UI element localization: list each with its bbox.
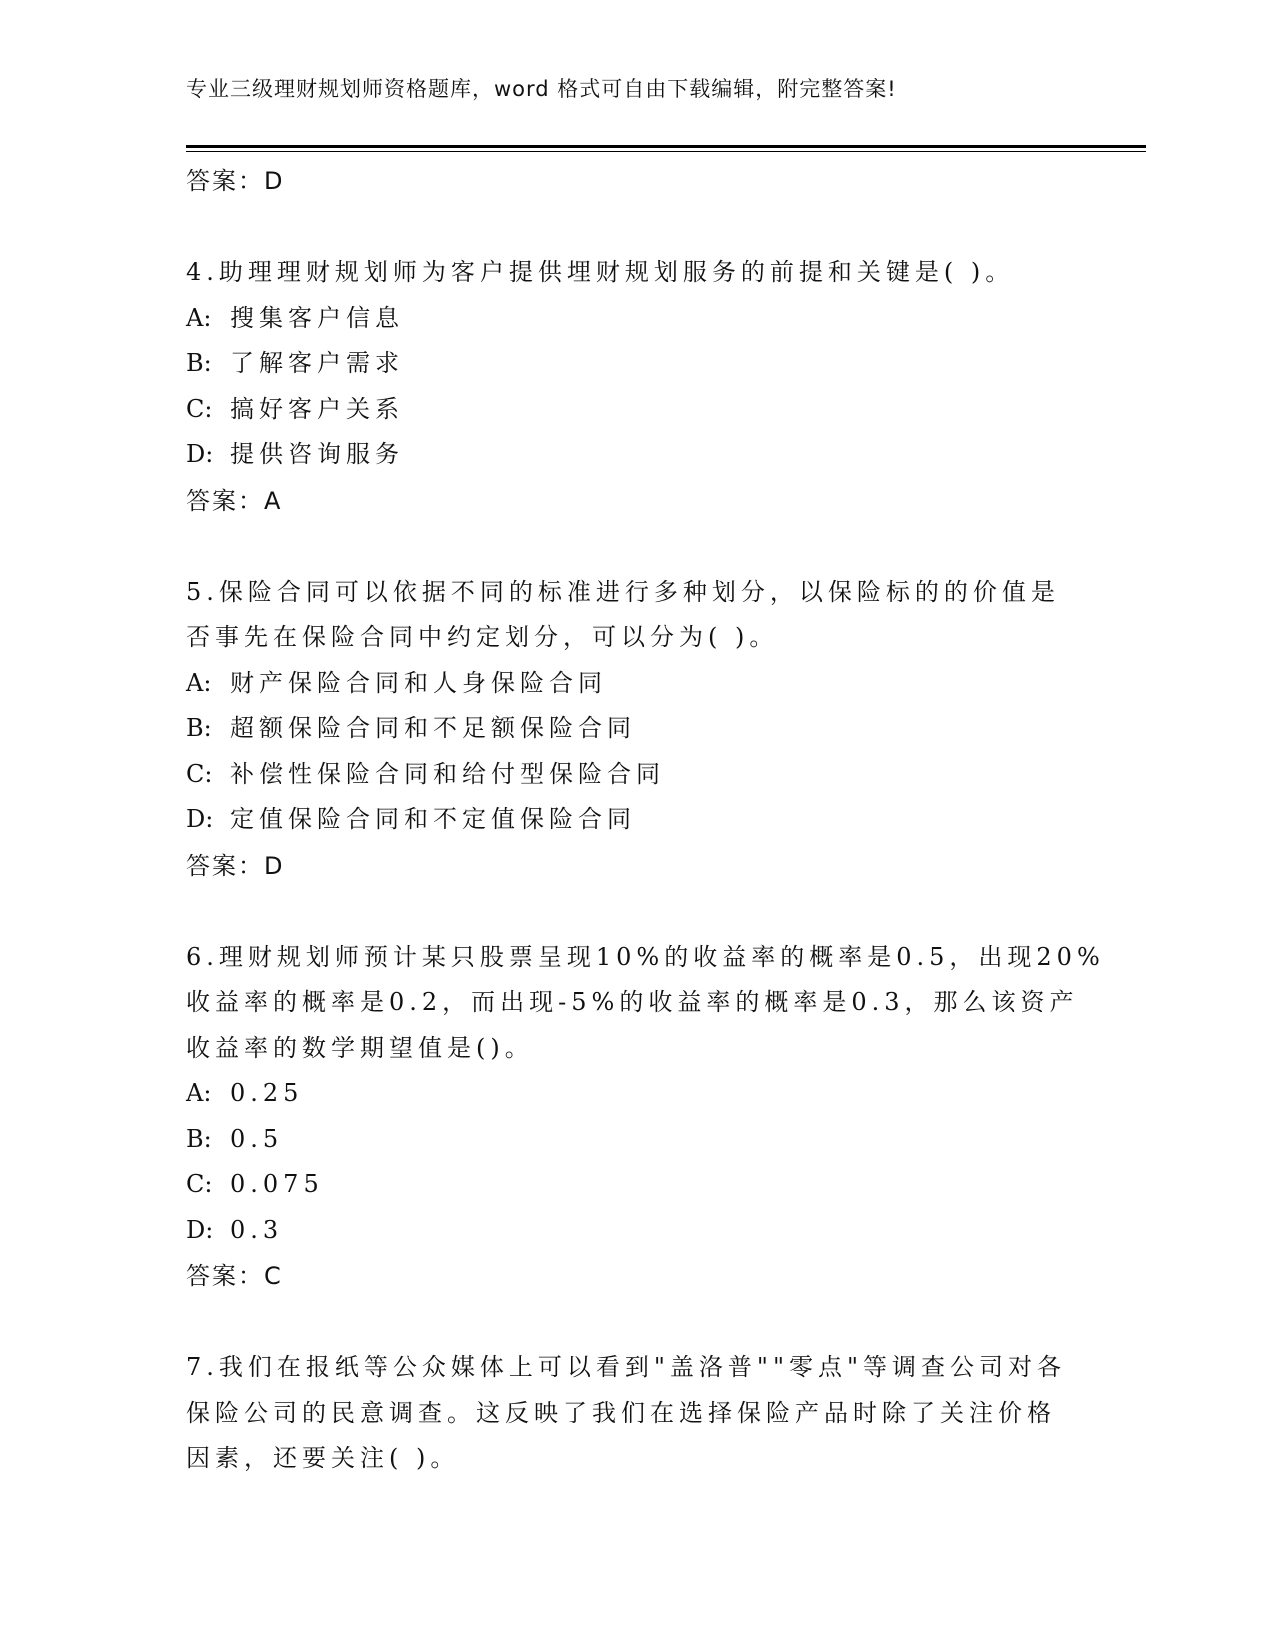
question-stem-line: 收益率的数学期望值是()。	[186, 1033, 534, 1062]
option-key: D:	[186, 440, 214, 468]
answer-option	[186, 1162, 1086, 1208]
spacer	[186, 889, 1086, 935]
option-text: 补偿性保险合同和给付型保险合同	[230, 759, 665, 788]
option-key: A:	[186, 1079, 212, 1107]
option-text: 定值保险合同和不定值保险合同	[230, 805, 636, 833]
option-text: 搞好客户关系	[230, 394, 404, 423]
option-text: 0.25	[230, 1079, 304, 1107]
spacer	[186, 204, 1086, 250]
question-stem-line: 否事先在保险合同中约定划分，可以分为( )。	[186, 623, 779, 651]
option-key: C:	[186, 1170, 213, 1198]
question-stem-line: 保险公司的民意调查。这反映了我们在选择保险产品时除了关注价格	[186, 1398, 1056, 1427]
answer-option	[186, 432, 1086, 478]
answer-option	[186, 752, 1086, 798]
option-key: B:	[186, 714, 212, 742]
option-key: A:	[186, 303, 212, 332]
option-key: C:	[186, 759, 213, 788]
option-text: 搜集客户信息	[230, 303, 404, 332]
answer-option	[186, 341, 1086, 387]
option-key: A:	[186, 668, 212, 697]
answer-line: 答案：D	[186, 167, 285, 195]
option-text: 财产保险合同和人身保险合同	[230, 668, 607, 697]
answer-option	[186, 1071, 1086, 1117]
question-list	[186, 158, 1105, 1482]
header-divider	[186, 145, 1146, 148]
question-stem-line: 收益率的概率是0.2，而出现-5%的收益率的概率是0.3，那么该资产	[186, 988, 1079, 1016]
answer-line: 答案：C	[186, 1262, 283, 1290]
option-key: D:	[186, 1215, 214, 1244]
spacer	[186, 1299, 1086, 1345]
option-text: 超额保险合同和不足额保险合同	[230, 714, 636, 742]
option-key: B:	[186, 349, 212, 377]
option-text: 0.075	[230, 1170, 324, 1198]
option-key: C:	[186, 394, 213, 423]
question-stem-line: 因素，还要关注( )。	[186, 1444, 460, 1472]
option-key: B:	[186, 1124, 212, 1153]
option-text: 了解客户需求	[230, 349, 404, 377]
question-stem-line: 7.我们在报纸等公众媒体上可以看到"盖洛普""零点"等调查公司对各	[186, 1353, 1067, 1381]
answer-line: 答案：D	[186, 851, 285, 880]
question-stem-line: 5.保险合同可以依据不同的标准进行多种划分，以保险标的的价值是	[186, 577, 1060, 606]
answer-option	[186, 1208, 1086, 1254]
answer-option	[186, 296, 1086, 342]
page-header: 专业三级理财规划师资格题库，word 格式可自由下载编辑，附完整答案!	[186, 77, 897, 101]
answer-option	[186, 706, 1086, 752]
answer-option	[186, 797, 1086, 843]
answer-option	[186, 387, 1086, 433]
answer-option	[186, 1117, 1086, 1163]
option-text: 0.5	[230, 1124, 284, 1153]
option-text: 提供咨询服务	[230, 440, 404, 468]
option-key: D:	[186, 805, 214, 833]
question-stem-line: 6.理财规划师预计某只股票呈现10%的收益率的概率是0.5，出现20%	[186, 942, 1105, 971]
answer-line: 答案：A	[186, 486, 283, 515]
question-stem-line: 4.助理理财规划师为客户提供埋财规划服务的前提和关键是( )。	[186, 258, 1015, 286]
answer-option	[186, 661, 1086, 707]
spacer	[186, 524, 1086, 570]
header-divider-thin	[186, 151, 1146, 152]
option-text: 0.3	[230, 1215, 284, 1244]
